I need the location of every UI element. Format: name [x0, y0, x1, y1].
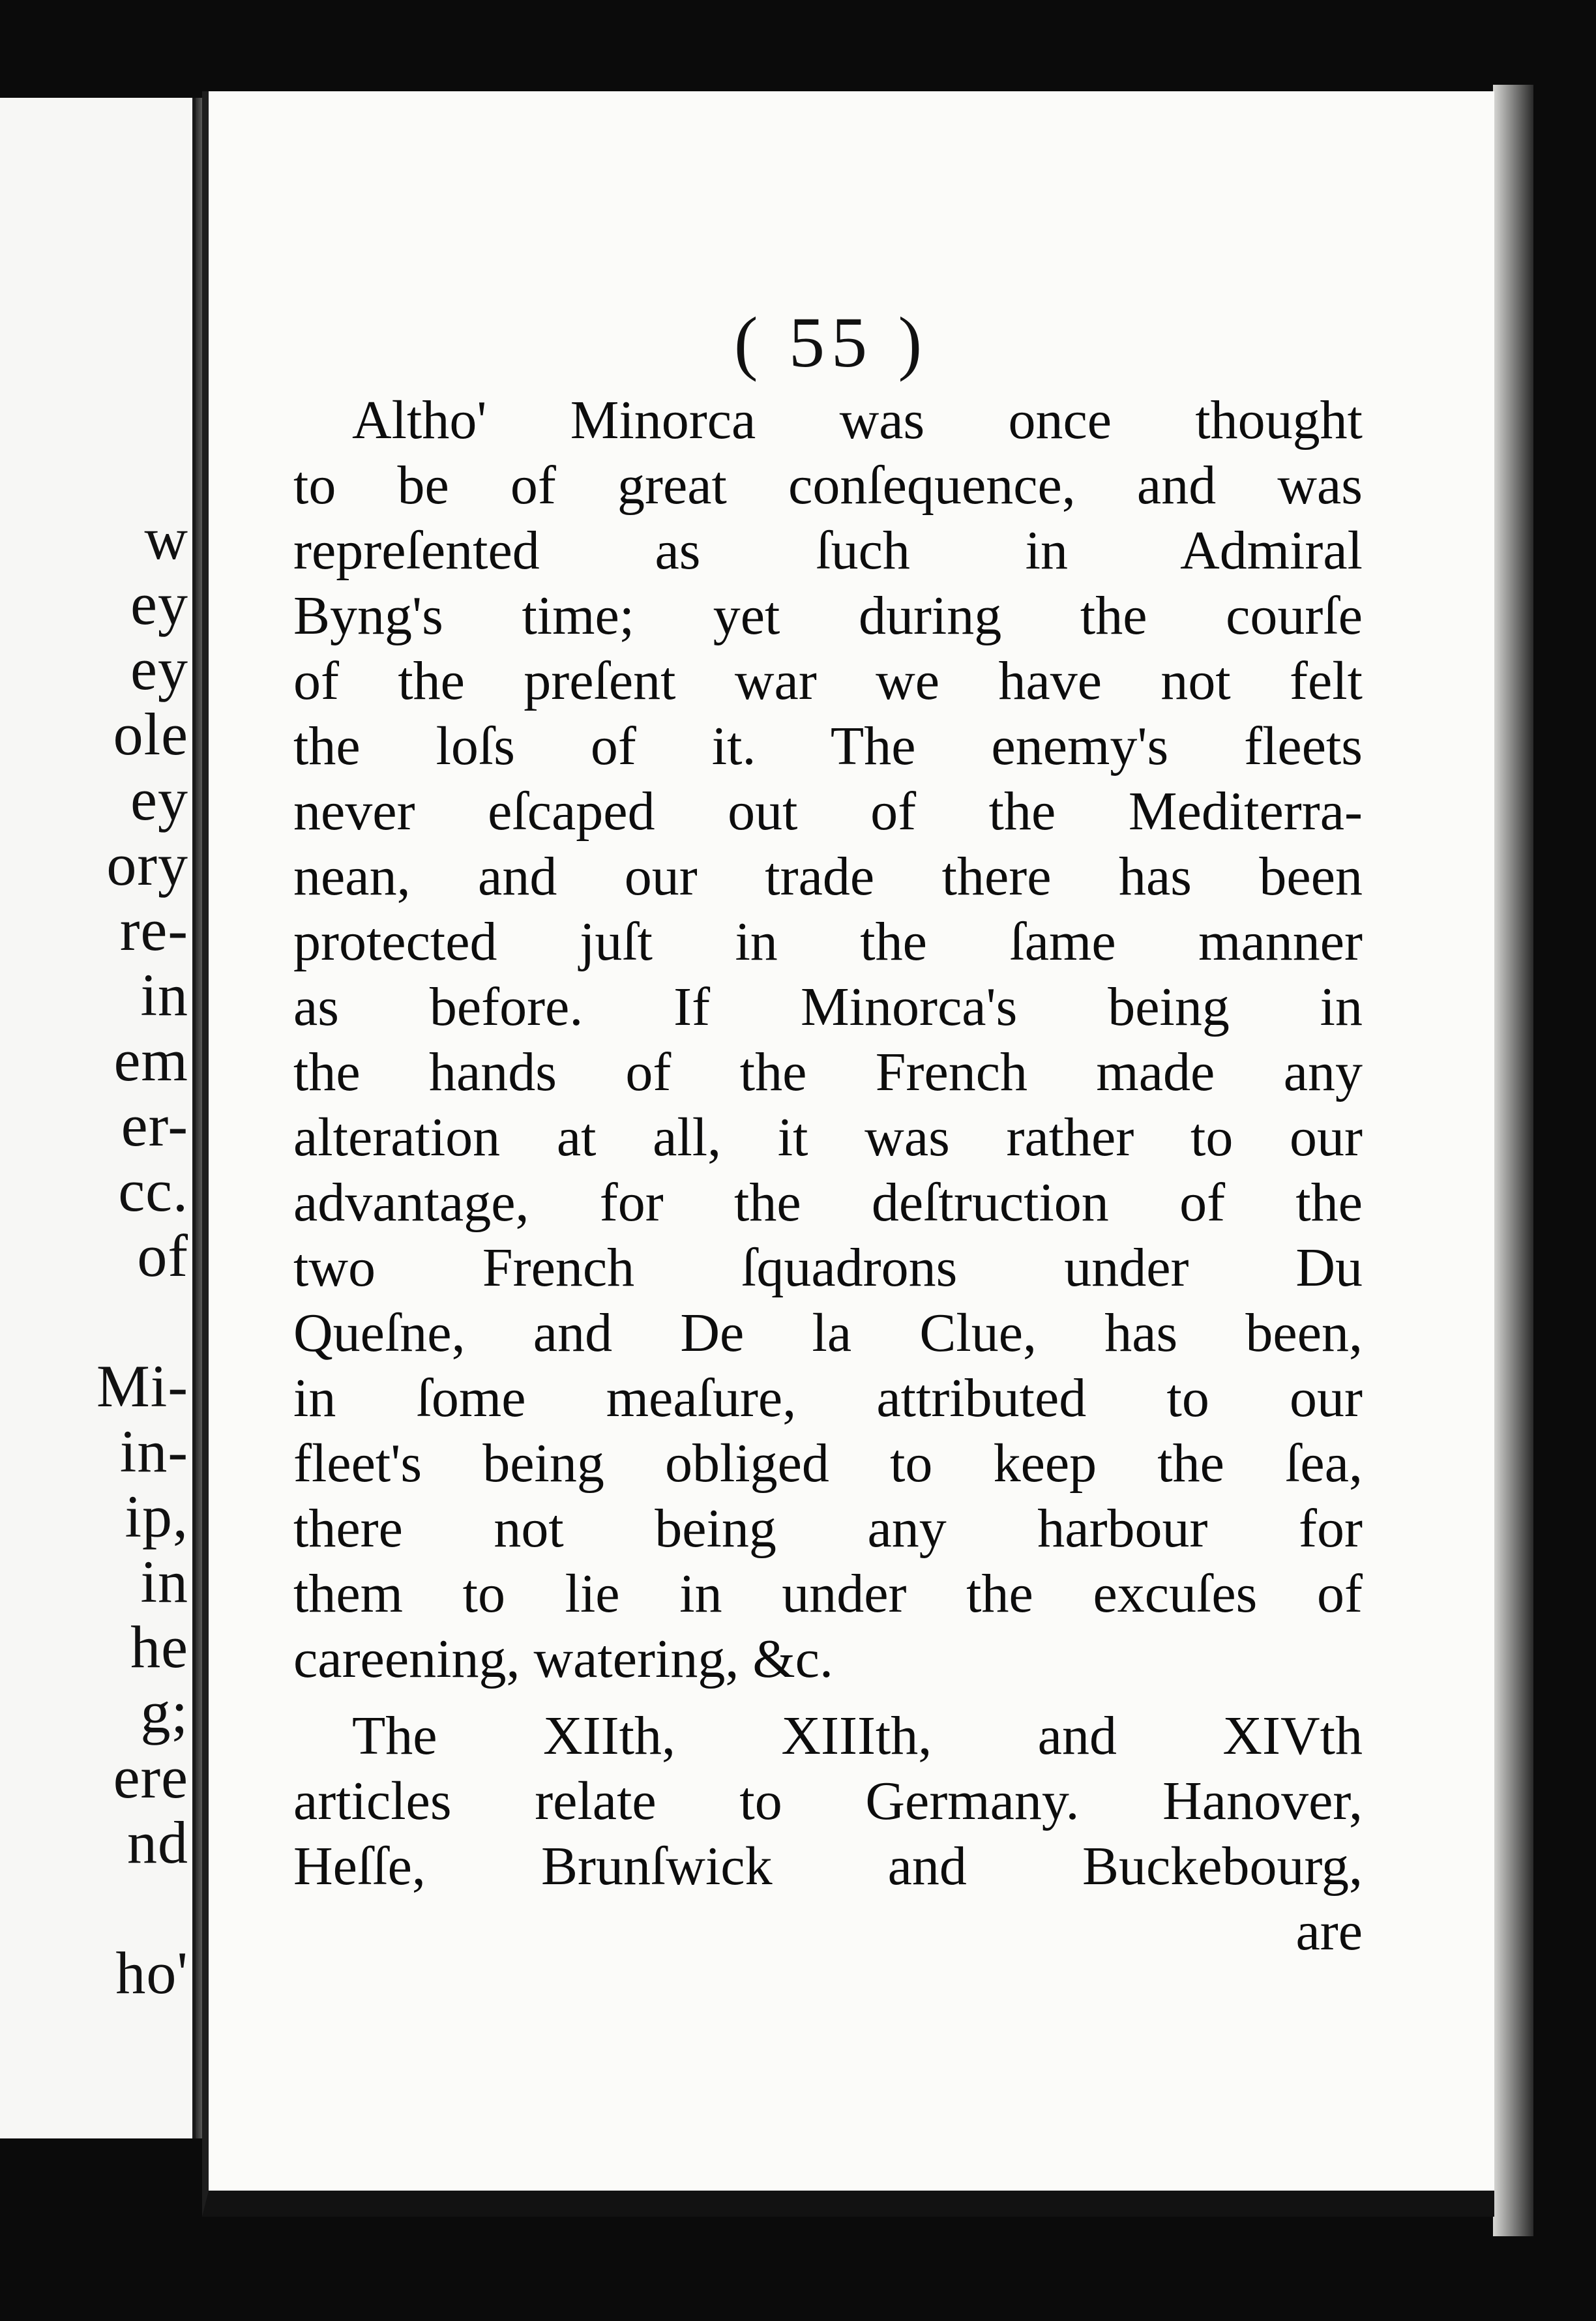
left-line: ey	[130, 636, 188, 702]
text-line: fleet's being obliged to keep the ſea,	[293, 1433, 1363, 1494]
text-line: to be of great conſequence, and was	[293, 455, 1363, 516]
left-line: ey	[130, 766, 188, 833]
left-line: ere	[113, 1744, 188, 1811]
text-line: Byng's time; yet during the courſe	[293, 585, 1363, 646]
page-edge	[1493, 85, 1533, 2236]
text-line: articles relate to Germany. Hanover,	[293, 1771, 1363, 1831]
text-line: repreſented as ſuch in Admiral	[293, 520, 1363, 581]
page-number: ( 55 )	[733, 303, 929, 382]
left-line: in	[140, 1548, 188, 1615]
body-text	[293, 388, 1363, 1964]
left-line: w	[144, 505, 188, 572]
left-line: ip,	[125, 1483, 188, 1550]
text-line: Altho' Minorca was once thought	[352, 390, 1363, 451]
text-line: alteration at all, it was rather to our	[293, 1107, 1363, 1168]
left-line: ho'	[115, 1940, 188, 2006]
text-line: nean, and our trade there has been	[293, 846, 1363, 907]
text-line: them to lie in under the excuſes of	[293, 1563, 1363, 1624]
text-line: never eſcaped out of the Mediterra-	[293, 781, 1363, 842]
left-line: he	[130, 1614, 188, 1680]
text-line: The XIIth, XIIIth, and XIVth	[352, 1706, 1363, 1766]
left-line: in	[140, 962, 188, 1028]
left-line: of	[137, 1222, 188, 1289]
left-line: nd	[127, 1809, 188, 1876]
text-line: there not being any harbour for	[293, 1498, 1363, 1559]
left-line: cc.	[118, 1157, 188, 1224]
left-line: ole	[113, 701, 188, 767]
left-line: re-	[119, 896, 188, 963]
text-line: of the preſent war we have not felt	[293, 651, 1363, 711]
text-line: in ſome meaſure, attributed to our	[293, 1368, 1363, 1428]
book-page	[202, 91, 1494, 2217]
previous-page-fragment	[0, 98, 196, 2138]
text-line: as before. If Minorca's being in	[293, 977, 1363, 1037]
text-line: protected juſt in the ſame manner	[293, 911, 1363, 972]
left-line: ey	[130, 570, 188, 637]
left-line: em	[113, 1027, 188, 1093]
text-line: Queſne, and De la Clue, has been,	[293, 1303, 1363, 1363]
left-line: er-	[121, 1092, 188, 1159]
text-line: careening, watering, &c.	[293, 1629, 833, 1689]
left-line: Mi-	[96, 1353, 188, 1419]
catchword: are	[1295, 1901, 1363, 1962]
text-line: Heſſe, Brunſwick and Buckebourg,	[293, 1836, 1363, 1897]
text-line: the hands of the French made any	[293, 1042, 1363, 1102]
left-line: ory	[106, 831, 188, 898]
text-line: two French ſquadrons under Du	[293, 1237, 1363, 1298]
text-line: the loſs of it. The enemy's fleets	[293, 716, 1363, 776]
text-line: advantage, for the deſtruction of the	[293, 1172, 1363, 1233]
left-line: in-	[119, 1418, 188, 1485]
left-line: g;	[140, 1679, 188, 1745]
